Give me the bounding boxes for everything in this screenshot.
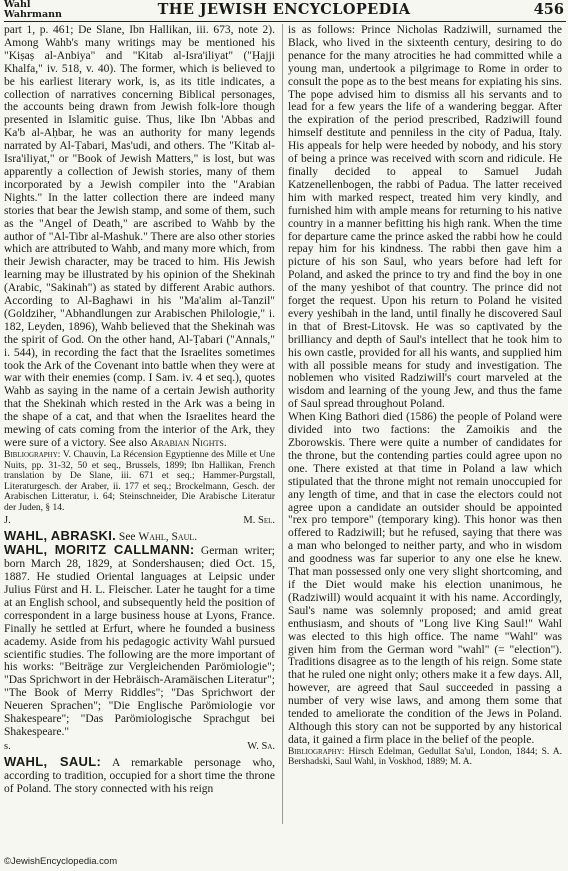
moritz-signature [4,741,275,754]
entry-text: A remarkable personage who, according to tradition, occupied for a short time the throne of Poland. The story connected with his reign [4,756,275,795]
signature-author: M. Sel. [243,515,275,527]
see-also-link[interactable]: Arabian Nights. [150,437,227,449]
moritz-entry [4,544,275,739]
column-divider [282,24,283,824]
entry-headword: WAHL, SAUL: [4,753,102,769]
saul-election-paragraph: When King Bathori died (1586) the people of Poland were divided into two factions: the Zamoikis and the Zborowskis. There were quite a number of candidates for the throne, but the contending parties could agree upon no one. There existed at that time in Poland a law which stipulated that the throne might not remain unoccupied for any length of time, and that in case the electors could not agree upon a candidate an outsider should be appointed "rex pro tempore" (temporary king). This honor was then offered to Radziwill; but he refused, saying that there was a man who belonged to neither party, and who in wisdom and goodness was far superior to any one else he knew. That man possessed only one very slight shortcoming, and if the Diet would make his election unanimous, he (Radziwill) would acquaint it with his name. Accordingly, Saul's name was solemnly proposed; and amid great enthusiasm, and shouts of "Long live King Saul!" Wahl was elected to this high office. The name "Wahl" was given him from the German word "wahl" (= "election"). Traditions disagree as to the length of his reign. Some state that he ruled one night only; others make it a few days. All, however, are agreed that Saul succeeded in passing a number of very wise laws, and among them some that tended to ameliorate the condition of the Jews in Poland. Although this story can not be supported by any historical data, it gained a firm place in the belief of the people. [288,411,562,746]
signature-initial: s. [4,740,11,752]
running-head-first: Wahl [4,0,31,10]
page-header [0,0,568,22]
signature-initial: J. [4,515,11,527]
bibliography-text: V. Chauvin, La Récension Egyptienne des Mille et Une Nuits, pp. 31-32, 50 et seq., Brussels, 1899; Ibn Hallikan, French translation by De Slane, iii. 671 et seq.; Hammer-Purgstall, Literaturgesch. der Araber, ii. 177 et seq.; Brockelmann, Gesch. der Arabischen Litteratur, i. 64; Steinschneider, Die Arabische Literatur der Juden, § 14. [4,449,275,513]
header-rule [4,21,566,22]
site-credit[interactable]: ©JewishEncyclopedia.com [4,856,118,867]
journal-title: THE JEWISH ENCYCLOPEDIA [157,1,411,18]
saul-entry [4,753,275,796]
bibliography-text: Hirsch Edelman, Gedullat Sa'ul, London, 1844; S. A. Bershadski, Saul Wahl, in Voskhod, 1889; M. A. [288,746,563,768]
bibliography-label: Bibliography: [4,449,61,460]
entry-headword: WAHL, ABRASKI. [4,528,117,544]
signature-author: W. Sa. [247,740,275,752]
page-number: 456 [533,1,564,18]
saul-bibliography [288,747,562,768]
entry-text: See [118,531,136,544]
wahb-signature [4,515,275,528]
running-head-last: Wahrmann [4,9,62,20]
entry-headword: WAHL, MORITZ CALLMANN: [4,542,195,558]
right-column [288,24,562,768]
entry-text: German writer; born March 28, 1829, at Sondershausen; died Oct. 15, 1887. He studied Oriental languages at Leipsic under Julius Fürst and H. L. Fleischer. Later he taught for a time at an English school, and subsequently held the position of correspondent in a large business house at Lyons, France. Finally he settled at Erfurt, where he founded a business academy. Aside from his pedagogic activity Wahl pursued scientific studies. The following are the more important of his works: "Beiträge zur Vergleichenden Parömiologie"; "Das Sprichwort in der Hebräisch-Aramäischen Literatur"; "The Book of Merry Riddles"; "Das Sprichwort der Neueren Sprachen"; "Die Englische Parömiologie vor Shakespeare"; "Das Parömiologische Sprachgut bei Shakespeare." [4,545,275,738]
saul-story-paragraph: is as follows: Prince Nicholas Radziwill, surnamed the Black, who lived in the sixteenth century, desiring to do penance for the many atrocities he had committed while a young man, undertook a pilgrimage to Rome in order to consult the pope as to the best means for expiating his sins. The pope advised him to dismiss all his servants and to lead for a few years the life of a wandering beggar. After the expiration of the period prescribed, Radziwill found himself destitute and penniless in the city of Padua, Italy. His appeals for help were heeded by nobody, and his story of being a prince was received with scorn and ridicule. He finally decided to appeal to Samuel Judah Katzenellenbogen, the rabbi of Padua. The latter received him with marked respect, treated him very kindly, and furnished him with ample means for returning to his native country in a manner befitting his high rank. When the time for departure came the prince asked the rabbi how he could repay him for his kindness. The rabbi then gave him a picture of his son Saul, who years before had left for Poland, and asked the prince to try and find the boy in one of the many yeshibot of that country. The prince did not forget the request. Upon his return to Poland he visited every yeshibah in the land, until finally he discovered Saul in that of Brest-Litovsk. He was so captivated by the brilliancy and depth of Saul's intellect that he took him to his own castle, provided for all his wants, and supplied him with all possible means for study and investigation. The noblemen who visited Radziwill's court marveled at the wisdom and learning of the young Jew, and thus the fame of Saul spread throughout Poland. [288,24,562,411]
wahb-body: part 1, p. 461; De Slane, Ibn Hallikan, iii. 673, note 2). Among Wahb's many writings may be mentioned his "Kiṣaṣ al-Anbiya" and "Kitab al-Isra'iliyat" ("Ḥajji Khalfa," iv. 518, v. 40). The former, which is believed to be his earliest literary work, is, as its title indicates, a collection of narratives concerning Biblical personages, the accounts being drawn from Jewish folk-lore though presented in Islamitic guise. Thus, like Ibn 'Abbas and Ka'b al-Aḥbar, he was an authority for many legends narrated by Al-Ṭabari, Mas'udi, and others. The "Kitab al-Isra'iliyat," or "Book of Jewish Matters," is lost, but was apparently a collection of Jewish stories, many of them incorporated by a Jewish compiler into the "Arabian Nights." In the latter collection there are indeed many stories that bear the Jewish stamp, and some of them, such as the "Angel of Death," are ascribed to Wahb by the author of "Al-Tibr al-Mashuk." There are also other stories which are attributed to Wahb, and many more which, from their Jewish character, may be traced to him. His Jewish learning may be illustrated by his opinion of the Shekinah (Arabic, "Sakinah") as stated by different Arabic authors. According to Al-Baghawi in his "Ma'alim al-Tanzil" (Goldziher, "Abhandlungen zur Arabischen Philologie," i. 182, Leyden, 1896), Wahb believed that the Shekinah was the spirit of God. On the other hand, Al-Ṭabari ("Annals," i. 544), in recording the fact that the Israelites sometimes took the Ark of the Covenant into battle when they were at war with their enemies (comp. I Sam. iv. 4 et seq.), quotes Wahb as saying in the name of a certain Jewish authority that the Shekinah which rested in the Ark was a being in the shape of a cat, and that when the Israelites heard the mewing of cats coming from the interior of the Ark, they were sure of a victory. See also [4,24,275,449]
wahb-article-text [4,24,275,450]
wahb-bibliography [4,450,275,514]
left-column [4,24,275,796]
cross-reference-link[interactable]: Wahl, Saul. [138,531,198,544]
bibliography-label: Bibliography: [288,746,345,757]
